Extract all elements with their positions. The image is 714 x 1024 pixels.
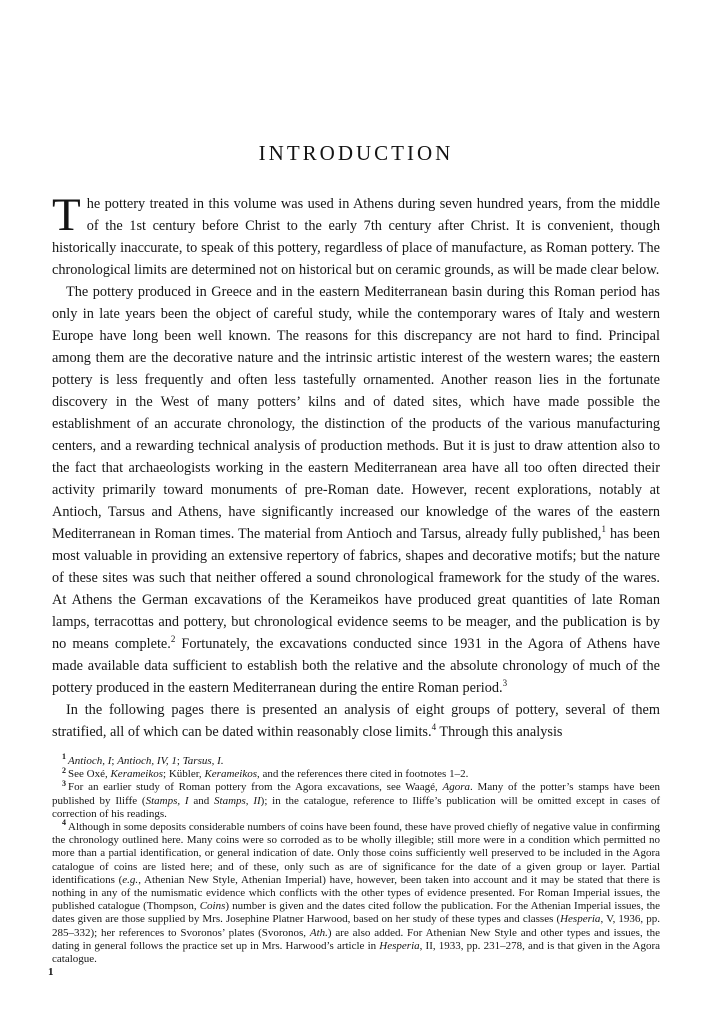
- footnotes: [52, 752, 661, 966]
- text-run: ) number is given and the dates cited follow the publication. For the Athenian Imperial issues, the dates given are those supplied by Mrs. Josephine Platner Harwood, based on her study of these types and classes (: [52, 900, 661, 926]
- text-run: has been most valuable in providing an extensive repertory of fabrics, shapes and decorative motifs; but the nature of these sites was such that neither offered a sound chronological framework for the study of the wares. At Athens the German excavations of the Kerameikos have produced great quantities of late Roman lamps, terracottas and pottery, but chronological evidence seems to be meager, and the publication is by no means complete.: [52, 526, 660, 652]
- italic-text: Hesperia: [560, 913, 601, 926]
- text-run: In the following pages there is presented an analysis of eight groups of pottery, several of them stratified, all of which can be dated within reasonably close limits.: [52, 702, 660, 740]
- text-run: and: [188, 794, 215, 807]
- italic-text: Antioch, I: [68, 755, 112, 767]
- footnote-reference: 1: [601, 524, 606, 535]
- paragraph: [52, 281, 660, 699]
- footnote: [52, 752, 660, 768]
- text-run: ); in the catalogue, reference to Iliffe’s publication will be omitted except in cases of correction of his readings.: [52, 794, 660, 820]
- footnote-marker: 1: [62, 752, 66, 762]
- footnote-reference: 3: [502, 678, 508, 689]
- footnote-marker: 2: [62, 765, 66, 775]
- italic-text: Ath.: [309, 926, 328, 939]
- italic-text: Kerameikos: [110, 768, 164, 781]
- text-run: See Oxé,: [68, 768, 111, 781]
- text-run: For an earlier study of Roman pottery from the Agora excavations, see Waagé,: [68, 781, 443, 794]
- footnote: [52, 765, 660, 781]
- text-run: Although in some deposits considerable numbers of coins have been found, these have proved chiefly of negative value in confirming the chronology outlined here. Many coins were so corroded as to be wholly illegible; still more were in a condition which permitted no more than a partial identification, or general indication of date. Only those coins sufficiently well preserved to be included in the Agora catalogue of coins are listed here; and of these, only such as are of significance for the date of a given group or layer. Partial identifications (: [52, 821, 660, 886]
- footnote-reference: 2: [170, 634, 176, 645]
- italic-text: Tarsus, I.: [182, 755, 224, 767]
- footnote-marker: 4: [62, 818, 66, 828]
- footnote-marker: 3: [62, 778, 66, 788]
- body-text: [52, 189, 660, 743]
- text-run: , and the references there cited in footnotes 1–2.: [256, 768, 469, 781]
- italic-text: Coins: [199, 900, 226, 913]
- text-run: Through this analysis: [436, 724, 563, 740]
- text-run: ;: [176, 755, 183, 767]
- footnote: [52, 778, 660, 821]
- italic-text: e.g.: [122, 873, 139, 886]
- text-run: The pottery produced in Greece and in the eastern Mediterranean basin during this Roman period has only in late years been the object of careful study, while the contemporary wares of Italy and western Europe have long been well known. The reasons for this discrepancy are not hard to find. Principal among them are the decorative nature and the intrinsic artistic interest of the western wares; the eastern pottery is less frequently and often less tastefully ornamented. Another reason lies in the fortunate discovery in the West of many potters’ kilns and of dated sites, which have made possible the establishment of an accurate chronology, the distinction of the products of the various manufacturing centers, and a rewarding technical analysis of production methods. But it is just to draw attention also to the fact that archaeologists working in the eastern Mediterranean area have all too often directed their activity primarily toward monuments of pre-Roman date. However, recent explorations, notably at Antioch, Tarsus and Athens, have significantly increased our knowledge of the wares of the eastern Mediterranean in Roman times. The material from Antioch and Tarsus, already fully published,: [52, 284, 660, 542]
- drop-cap: T: [52, 189, 81, 241]
- text-run: ;: [111, 755, 118, 767]
- page-title: INTRODUCTION: [258, 141, 454, 165]
- text-run: ) are also added. For Athenian New Style and other types and issues, the dating in general follows the practice set up in Mrs. Harwood’s article in: [52, 926, 660, 952]
- text-run: , V, 1936, pp. 285–332); her references to Svoronos’ plates (Svoronos,: [52, 913, 660, 939]
- italic-text: Stamps, I: [145, 794, 189, 807]
- italic-text: Antioch, IV, 1: [117, 755, 177, 767]
- paragraph: [52, 189, 660, 281]
- italic-text: Kerameikos: [204, 768, 257, 781]
- paragraph: [52, 699, 660, 743]
- text-run: Fortunately, the excavations conducted since 1931 in the Agora of Athens have made available data sufficient to establish both the relative and the absolute chronology of much of the pottery produced in the eastern Mediterranean during the entire Roman period.: [52, 636, 660, 696]
- text-run: ; Kübler,: [163, 768, 205, 781]
- text-run: . Many of the potter’s stamps have been published by Iliffe (: [52, 781, 660, 807]
- footnote-reference: 4: [431, 722, 437, 733]
- text-run: , II, 1933, pp. 231–278, and is that given in the Agora catalogue.: [52, 939, 660, 966]
- italic-text: Stamps, II: [214, 794, 261, 807]
- italic-text: Hesperia: [379, 939, 420, 952]
- italic-text: Agora: [442, 781, 470, 794]
- text-run: he pottery treated in this volume was used in Athens during seven hundred years, from the middle of the 1st century before Christ to the early 7th century after Christ. It is convenient, though historically inaccurate, to speak of this pottery, regardless of place of manufacture, as Roman pottery. The chronological limits are determined not on historical but on ceramic grounds, as will be made clear below.: [52, 196, 660, 278]
- page-number: 1: [48, 966, 54, 978]
- text-run: , Athenian New Style, Athenian Imperial) have, however, been taken into account and it may be stated that there is nothing in any of the numismatic evidence which conflicts with the other types of evidence presented. For Roman Imperial issues, the published catalogue (Thompson,: [52, 873, 661, 913]
- footnote: [52, 818, 661, 966]
